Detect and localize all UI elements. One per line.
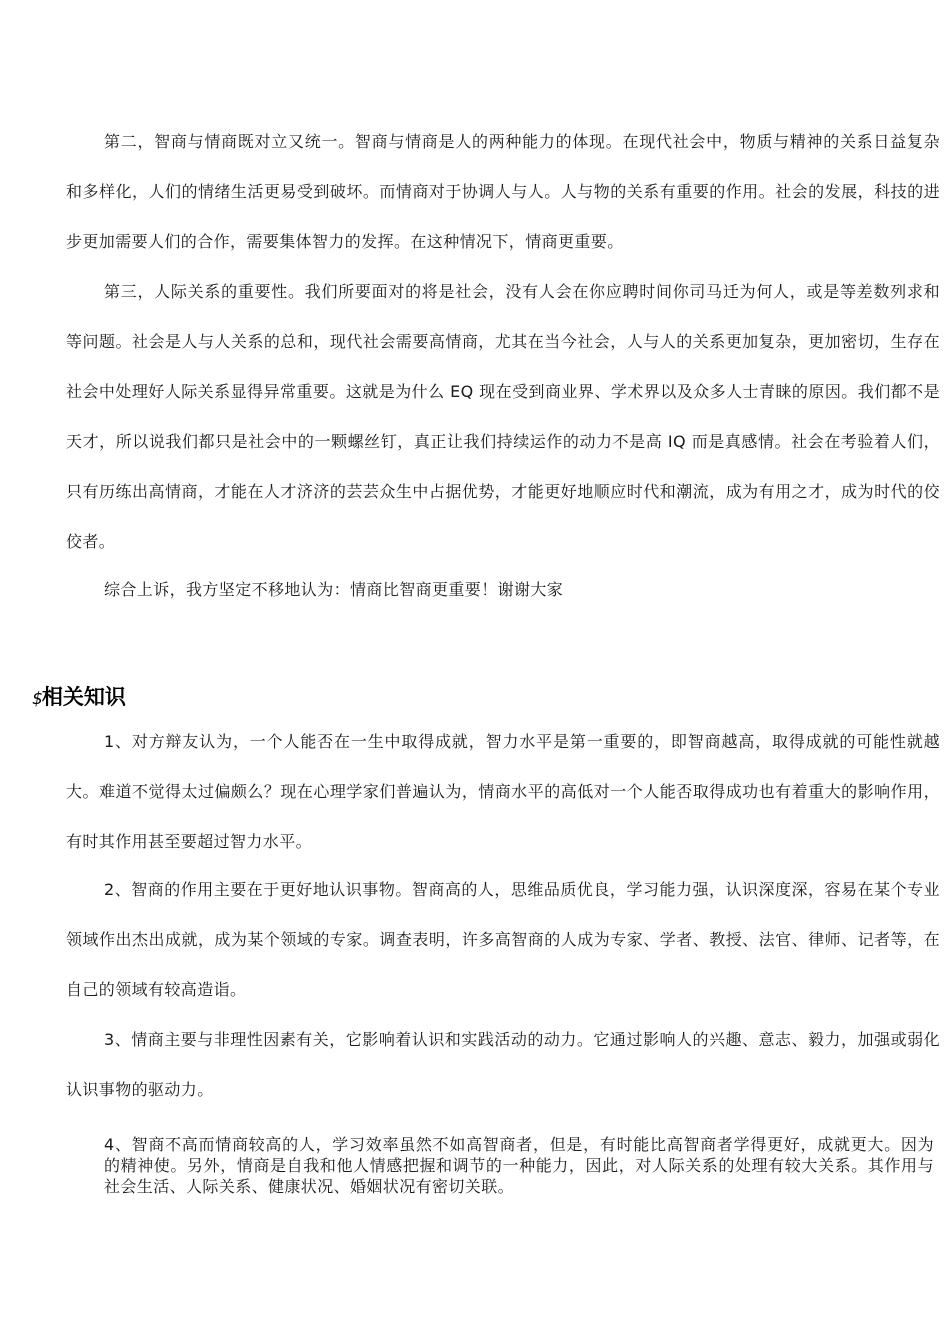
paragraph-second-point: 第二，智商与情商既对立又统一。智商与情商是人的两种能力的体现。在现代社会中，物质与精神的关系日益复杂和多样化，人们的情绪生活更易受到破坏。而情商对于协调人与人。人与物的关系有重要的作用。社会的发展，科技的进步更加需要人们的合作，需要集体智力的发挥。在这种情况下，情商更重要。 [66, 132, 940, 251]
section-title: 相关知识 [41, 685, 126, 709]
heading-mark: $ [32, 689, 42, 709]
paragraph-conclusion: 综合上诉，我方坚定不移地认为：情商比智商更重要！谢谢大家 [104, 580, 564, 599]
section-heading [32, 679, 126, 717]
knowledge-item-2: 2、智商的作用主要在于更好地认识事物。智商高的人，思维品质优良，学习能力强，认识深度深，容易在某个专业领域作出杰出成就，成为某个领域的专家。调查表明，许多高智商的人成为专家、学者、教授、法官、律师、记者等，在自己的领域有较高造诣。 [66, 880, 940, 999]
knowledge-item-4: 4、智商不高而情商较高的人，学习效率虽然不如高智商者，但是，有时能比高智商者学得更好，成就更大。因为的精神使。另外，情商是自我和他人情感把握和调节的一种能力，因此，对人际关系的处理有较大关系。其作用与社会生活、人际关系、健康状况、婚姻状况有密切关联。 [104, 1135, 934, 1196]
knowledge-item-3: 3、情商主要与非理性因素有关，它影响着认识和实践活动的动力。它通过影响人的兴趣、意志、毅力，加强或弱化认识事物的驱动力。 [66, 1030, 940, 1099]
knowledge-item-1: 1、对方辩友认为，一个人能否在一生中取得成就，智力水平是第一重要的，即智商越高，取得成就的可能性就越大。难道不觉得太过偏颇么？现在心理学家们普遍认为，情商水平的高低对一个人能否取得成功也有着重大的影响作用，有时其作用甚至要超过智力水平。 [66, 732, 940, 851]
paragraph-third-point: 第三，人际关系的重要性。我们所要面对的将是社会，没有人会在你应聘时间你司马迁为何人，或是等差数列求和等问题。社会是人与人关系的总和，现代社会需要高情商，尤其在当今社会，人与人的关系更加复杂，更加密切，生存在社会中处理好人际关系显得异常重要。这就是为什么 EQ 现在受到商业界、学术界以及众多人士青睐的原因。我们都不是天才，所以说我们都只是社会中的一颗螺丝钉，真正让我们持续运作的动力不是高 IQ 而是真感情。社会在考验着人们，只有历练出高情商，才能在人才济济的芸芸众生中占据优势，才能更好地顺应时代和潮流，成为有用之才，成为时代的佼佼者。 [66, 282, 940, 551]
